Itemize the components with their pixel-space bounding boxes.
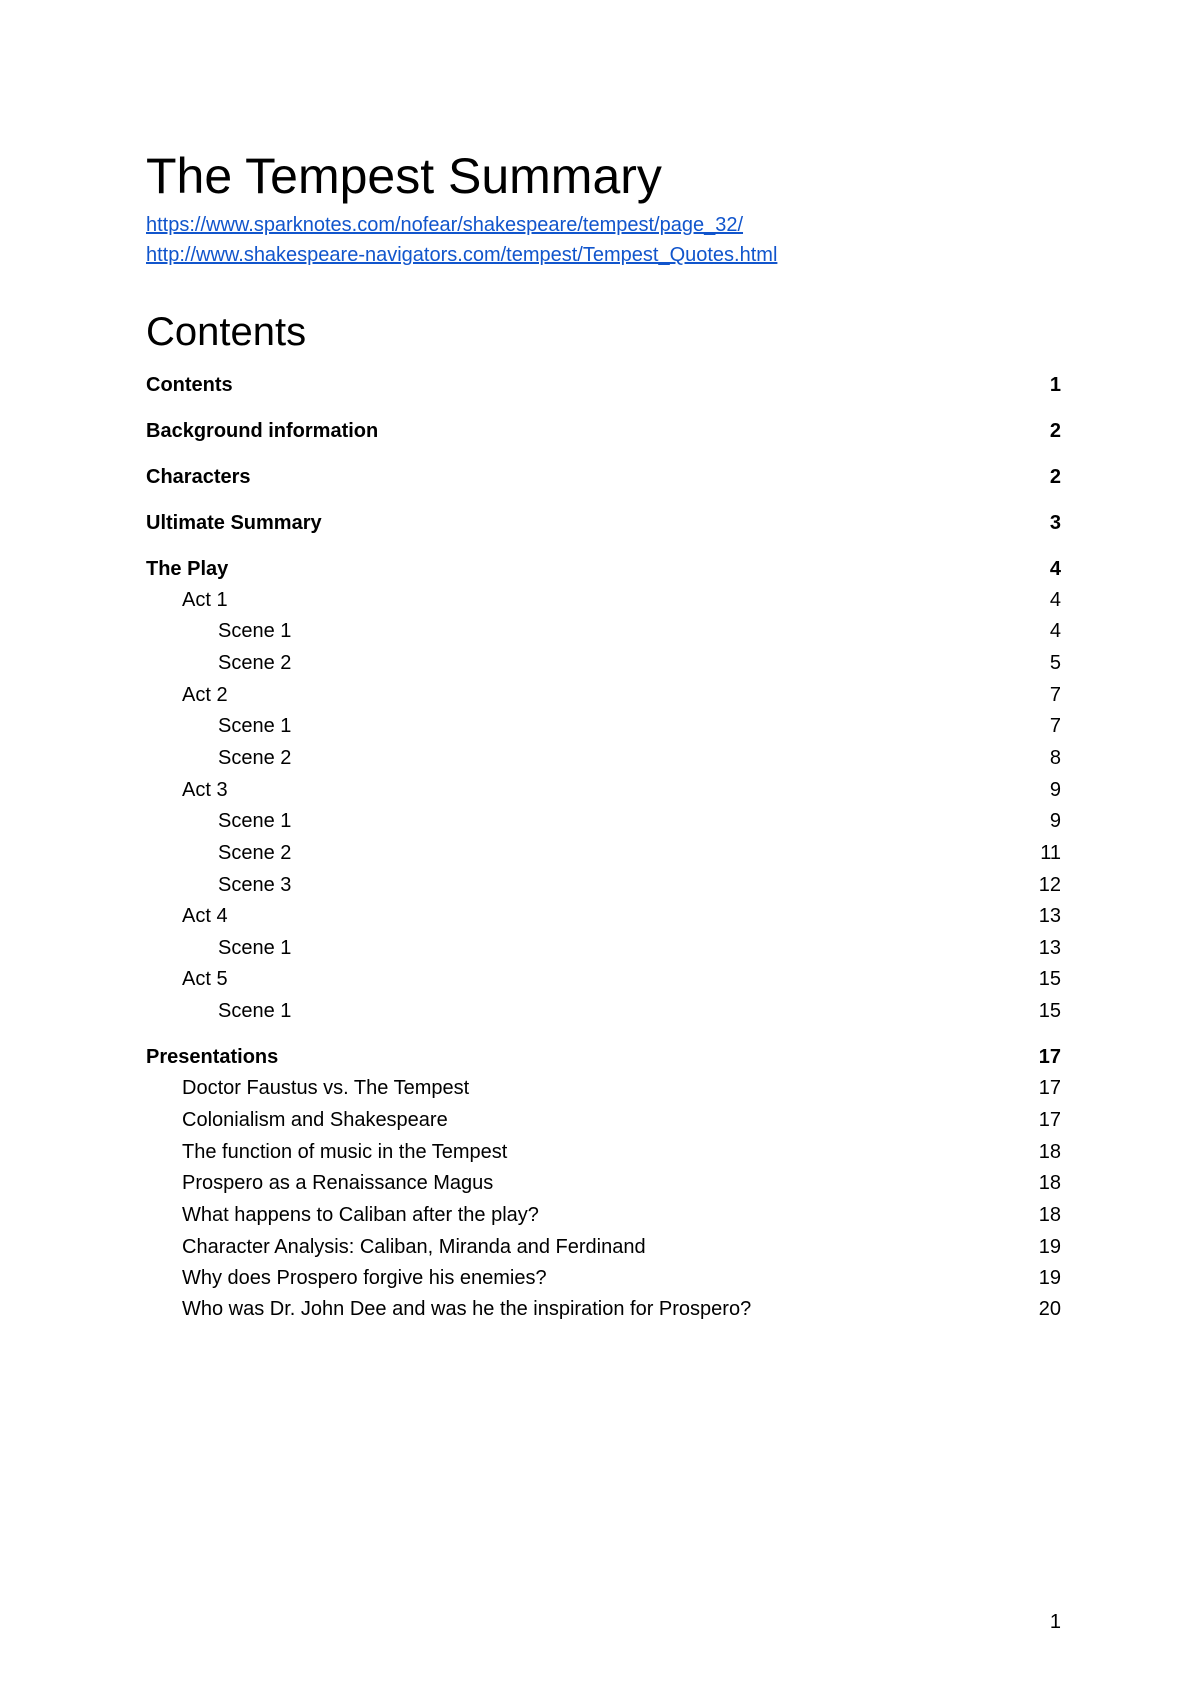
toc-entry-page: 20 (1038, 1298, 1061, 1320)
toc-entry-label: What happens to Caliban after the play? (182, 1204, 539, 1226)
toc-entry-function-of-music[interactable] (146, 1139, 1061, 1165)
toc-entry-page: 2 (1049, 466, 1061, 488)
toc-entry-page: 7 (1049, 684, 1061, 706)
toc-entry-label: Contents (146, 374, 233, 396)
toc-entry-page: 17 (1038, 1077, 1061, 1099)
toc-entry-label: Act 3 (182, 779, 228, 801)
toc-entry-page: 19 (1038, 1267, 1061, 1289)
toc-entry-label: Scene 1 (218, 620, 292, 642)
toc-entry-label: Characters (146, 466, 251, 488)
toc-entry-page: 4 (1049, 558, 1061, 580)
toc-entry-label: Background information (146, 420, 379, 442)
toc-entry-label: Act 4 (182, 905, 228, 927)
toc-entry-page: 13 (1038, 937, 1061, 959)
toc-entry-characters[interactable] (146, 464, 1061, 490)
toc-entry-act-4[interactable] (146, 903, 1061, 929)
toc-entry-page: 17 (1038, 1109, 1061, 1131)
toc-entry-label: Ultimate Summary (146, 512, 322, 534)
toc-entry-act-5-scene-1[interactable] (146, 998, 1061, 1024)
toc-entry-act-4-scene-1[interactable] (146, 935, 1061, 961)
toc-entry-label: The Play (146, 558, 229, 580)
toc-entry-prospero-forgive[interactable] (146, 1265, 1061, 1291)
toc-entry-page: 18 (1038, 1141, 1061, 1163)
toc-entry-label: Scene 1 (218, 810, 292, 832)
toc-entry-the-play[interactable] (146, 556, 1061, 582)
toc-entry-act-2[interactable] (146, 682, 1061, 708)
toc-entry-act-5[interactable] (146, 966, 1061, 992)
toc-entry-act-2-scene-2[interactable] (146, 745, 1061, 771)
toc-entry-page: 7 (1049, 715, 1061, 737)
toc-entry-act-3-scene-3[interactable] (146, 872, 1061, 898)
toc-entry-page: 12 (1038, 874, 1061, 896)
toc-entry-label: Act 5 (182, 968, 228, 990)
toc-entry-page: 9 (1049, 779, 1061, 801)
contents-heading: Contents (146, 310, 307, 354)
toc-entry-label: Presentations (146, 1046, 279, 1068)
toc-entry-john-dee[interactable] (146, 1296, 1061, 1322)
shakespeare-navigators-link[interactable]: http://www.shakespeare-navigators.com/tempest/Tempest_Quotes.html (146, 244, 778, 266)
toc-entry-page: 15 (1038, 1000, 1061, 1022)
toc-entry-act-2-scene-1[interactable] (146, 713, 1061, 739)
toc-entry-label: Scene 1 (218, 937, 292, 959)
toc-entry-presentations[interactable] (146, 1044, 1061, 1070)
toc-entry-label: Who was Dr. John Dee and was he the inspiration for Prospero? (182, 1298, 752, 1320)
toc-entry-page: 8 (1049, 747, 1061, 769)
toc-entry-label: Scene 2 (218, 747, 292, 769)
toc-entry-renaissance-magus[interactable] (146, 1170, 1061, 1196)
toc-entry-page: 15 (1038, 968, 1061, 990)
toc-entry-page: 4 (1049, 620, 1061, 642)
toc-entry-page: 18 (1038, 1204, 1061, 1226)
toc-entry-page: 13 (1038, 905, 1061, 927)
toc-entry-page: 19 (1038, 1236, 1061, 1258)
toc-entry-label: Scene 1 (218, 1000, 292, 1022)
toc-entry-doctor-faustus[interactable] (146, 1075, 1061, 1101)
toc-entry-act-1-scene-1[interactable] (146, 618, 1061, 644)
toc-entry-act-3[interactable] (146, 777, 1061, 803)
toc-entry-caliban-after-play[interactable] (146, 1202, 1061, 1228)
toc-entry-page: 1 (1049, 374, 1061, 396)
toc-entry-page: 2 (1049, 420, 1061, 442)
toc-entry-act-3-scene-1[interactable] (146, 808, 1061, 834)
toc-entry-contents[interactable] (146, 372, 1061, 398)
toc-entry-label: Scene 1 (218, 715, 292, 737)
toc-entry-label: Character Analysis: Caliban, Miranda and Ferdinand (182, 1236, 646, 1258)
toc-entry-page: 9 (1049, 810, 1061, 832)
toc-entry-label: Why does Prospero forgive his enemies? (182, 1267, 547, 1289)
toc-entry-background-information[interactable] (146, 418, 1061, 444)
toc-entry-label: Doctor Faustus vs. The Tempest (182, 1077, 470, 1099)
toc-entry-character-analysis[interactable] (146, 1234, 1061, 1260)
toc-entry-label: Act 2 (182, 684, 228, 706)
toc-entry-label: Prospero as a Renaissance Magus (182, 1172, 494, 1194)
toc-entry-act-1[interactable] (146, 587, 1061, 613)
toc-entry-label: Colonialism and Shakespeare (182, 1109, 448, 1131)
toc-entry-page: 5 (1049, 652, 1061, 674)
toc-entry-label: Scene 2 (218, 842, 292, 864)
toc-entry-act-3-scene-2[interactable] (146, 840, 1061, 866)
toc-entry-page: 18 (1038, 1172, 1061, 1194)
toc-entry-ultimate-summary[interactable] (146, 510, 1061, 536)
page-number: 1 (1049, 1611, 1061, 1633)
toc-entry-colonialism[interactable] (146, 1107, 1061, 1133)
toc-entry-page: 17 (1038, 1046, 1061, 1068)
sparknotes-link[interactable]: https://www.sparknotes.com/nofear/shakespeare/tempest/page_32/ (146, 214, 744, 236)
toc-entry-page: 4 (1049, 589, 1061, 611)
toc-entry-act-1-scene-2[interactable] (146, 650, 1061, 676)
toc-entry-label: Scene 3 (218, 874, 292, 896)
toc-entry-page: 3 (1049, 512, 1061, 534)
toc-entry-label: The function of music in the Tempest (182, 1141, 508, 1163)
toc-entry-label: Scene 2 (218, 652, 292, 674)
toc-entry-page: 11 (1040, 842, 1061, 864)
toc-entry-label: Act 1 (182, 589, 228, 611)
document-title: The Tempest Summary (146, 148, 662, 204)
